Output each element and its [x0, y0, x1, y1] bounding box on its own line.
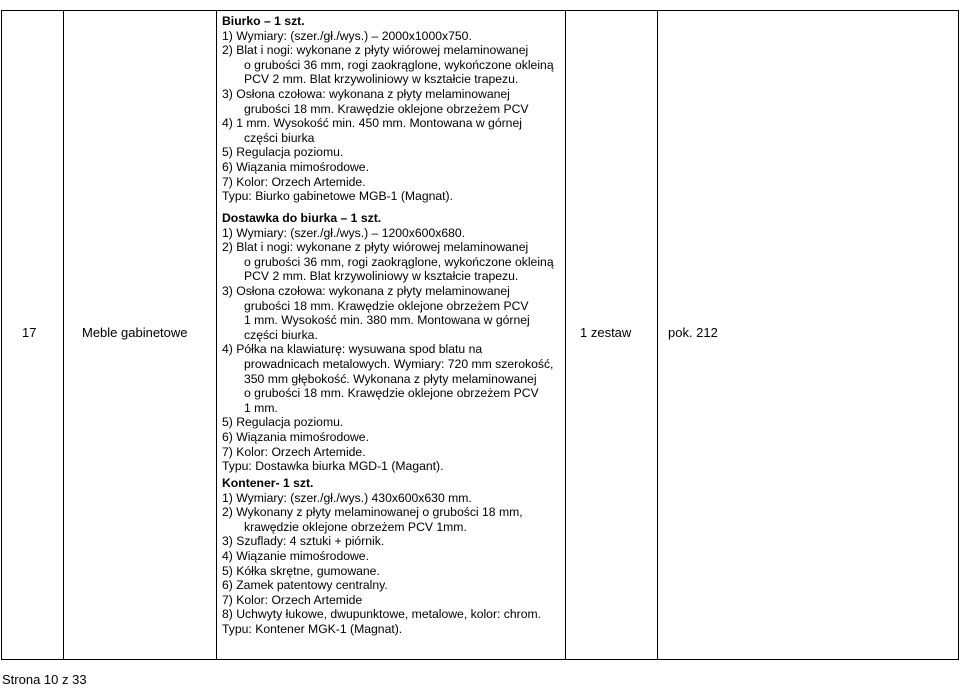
extension-line: 1 mm.: [244, 400, 278, 415]
page-counter: Strona 10 z 33: [2, 672, 87, 687]
extension-spec: [222, 211, 554, 474]
column-divider-3: [565, 10, 566, 660]
desk-line: o grubości 36 mm, rogi zaokrąglone, wykończone okleiną: [244, 57, 554, 72]
desk-line: 5) Regulacja poziomu.: [222, 145, 344, 160]
extension-line: 2) Blat i nogi: wykonane z płyty wiórowej melaminowanej: [222, 240, 529, 255]
column-divider-4: [657, 10, 658, 660]
desk-line: 2) Blat i nogi: wykonane z płyty wiórowej melaminowanej: [222, 43, 529, 58]
desk-line: 3) Osłona czołowa: wykonana z płyty melaminowanej: [222, 86, 510, 101]
desk-line: grubości 18 mm. Krawędzie oklejone obrzeżem PCV: [244, 101, 529, 116]
extension-line: 6) Wiązania mimośrodowe.: [222, 429, 369, 444]
extension-title: Dostawka do biurka – 1 szt.: [222, 211, 382, 225]
column-divider-1: [63, 10, 64, 660]
extension-line: grubości 18 mm. Krawędzie oklejone obrzeżem PCV: [244, 298, 529, 313]
desk-line: 1) Wymiary: (szer./gł./wys.) – 2000x1000x750.: [222, 28, 472, 43]
row-number: 17: [22, 325, 37, 340]
desk-line: 4) 1 mm. Wysokość min. 450 mm. Montowana w górnej: [222, 116, 522, 131]
extension-line: 4) Półka na klawiaturę: wysuwana spod blatu na: [222, 342, 483, 357]
container-line: 3) Szuflady: 4 sztuki + piórnik.: [222, 534, 385, 549]
extension-line: PCV 2 mm. Blat krzywoliniowy w kształcie trapezu.: [244, 269, 519, 284]
extension-line: 350 mm głębokość. Wykonana z płyty melaminowanej: [244, 371, 537, 386]
container-line: 1) Wymiary: (szer./gł./wys.) 430x600x630 mm.: [222, 490, 472, 505]
row-room: pok. 212: [668, 325, 718, 340]
extension-line: o grubości 18 mm. Krawędzie oklejone obrzeżem PCV: [244, 386, 539, 401]
container-line: 6) Zamek patentowy centralny.: [222, 578, 388, 593]
extension-line: o grubości 36 mm, rogi zaokrąglone, wykończone okleiną: [244, 254, 554, 269]
desk-line: 6) Wiązania mimośrodowe.: [222, 159, 369, 174]
container-spec: [222, 476, 541, 637]
container-line: 7) Kolor: Orzech Artemide: [222, 592, 363, 607]
column-divider-2: [216, 10, 217, 660]
container-line: 5) Kółka skrętne, gumowane.: [222, 563, 380, 578]
extension-line: 1) Wymiary: (szer./gł./wys.) – 1200x600x680.: [222, 225, 466, 240]
row-quantity: 1 zestaw: [580, 325, 632, 340]
container-line: 4) Wiązanie mimośrodowe.: [222, 548, 369, 563]
desk-title: Biurko – 1 szt.: [222, 14, 305, 28]
desk-line: PCV 2 mm. Blat krzywoliniowy w kształcie trapezu.: [244, 72, 519, 87]
extension-line: części biurka.: [244, 327, 318, 342]
desk-spec: [222, 14, 554, 204]
extension-line: prowadnicach metalowych. Wymiary: 720 mm szerokość,: [244, 356, 554, 371]
desk-type: Typu: Biurko gabinetowe MGB-1 (Magnat).: [222, 189, 453, 204]
container-line: 2) Wykonany z płyty melaminowanej o grubości 18 mm,: [222, 505, 523, 520]
extension-line: 5) Regulacja poziomu.: [222, 415, 344, 430]
container-type: Typu: Kontener MGK-1 (Magnat).: [222, 621, 403, 636]
container-title: Kontener- 1 szt.: [222, 476, 314, 490]
extension-type: Typu: Dostawka biurka MGD-1 (Magant).: [222, 459, 444, 474]
container-line: 8) Uchwyty łukowe, dwupunktowe, metalowe, kolor: chrom.: [222, 607, 542, 622]
row-category: Meble gabinetowe: [82, 325, 188, 340]
container-line: krawędzie oklejone obrzeżem PCV 1mm.: [244, 519, 467, 534]
extension-line: 1 mm. Wysokość min. 380 mm. Montowana w górnej: [244, 313, 530, 328]
desk-line: 7) Kolor: Orzech Artemide.: [222, 174, 366, 189]
extension-line: 3) Osłona czołowa: wykonana z płyty melaminowanej: [222, 283, 510, 298]
desk-line: części biurka: [244, 130, 315, 145]
extension-line: 7) Kolor: Orzech Artemide.: [222, 444, 366, 459]
